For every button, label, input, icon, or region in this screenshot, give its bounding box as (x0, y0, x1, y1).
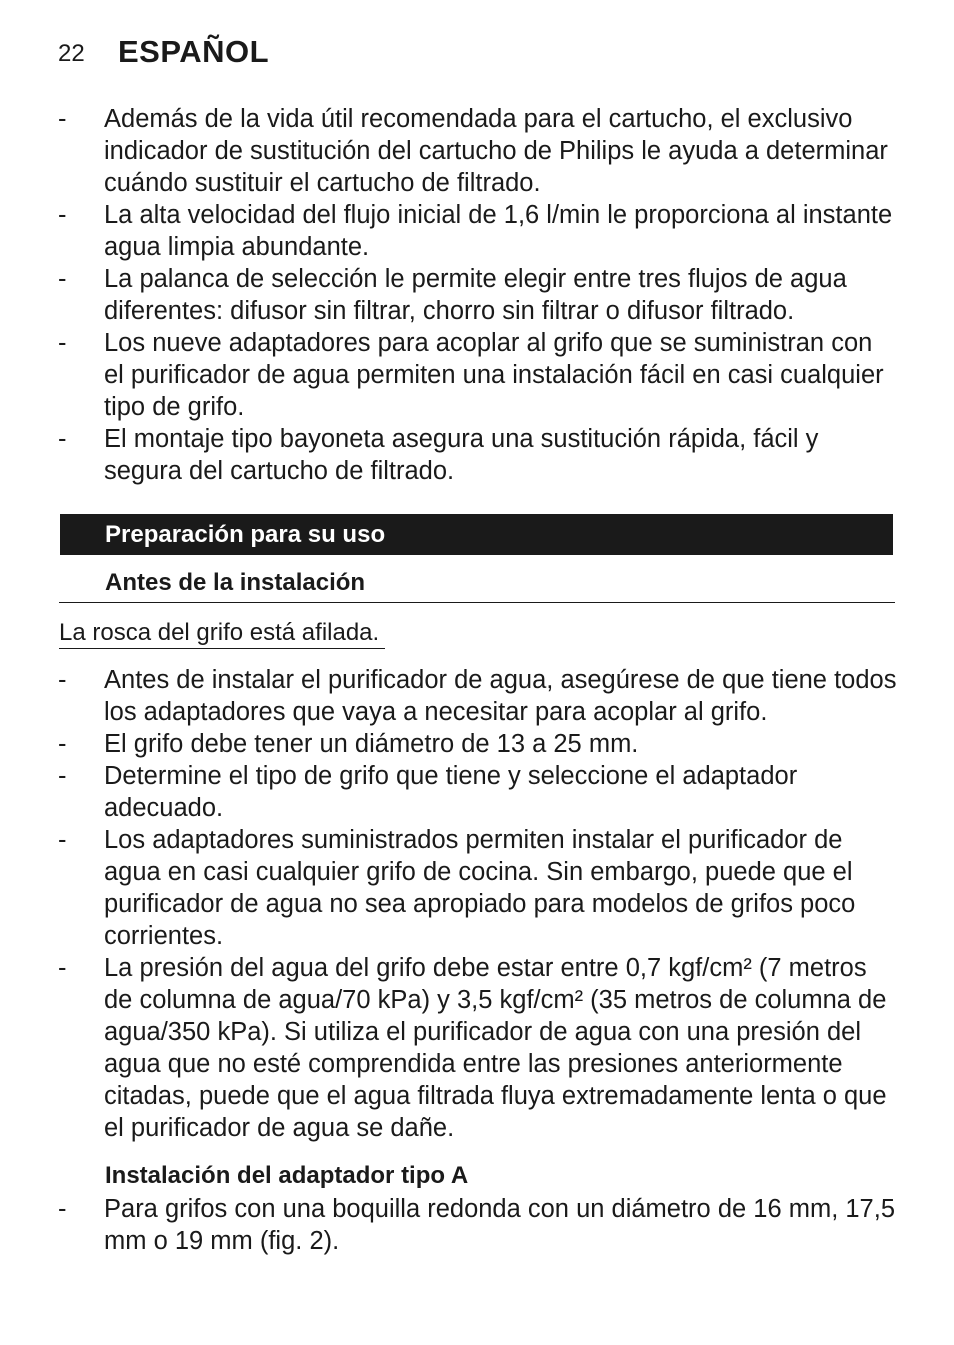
bullet-dash: - (58, 201, 67, 229)
before-installation-heading: Antes de la instalación (59, 567, 895, 603)
list-item: - El grifo debe tener un diámetro de 13 a 25 mm. (58, 730, 639, 758)
bullet-dash: - (58, 826, 67, 854)
warning-text: La rosca del grifo está afilada. (59, 618, 385, 649)
list-item: - El montaje tipo bayoneta asegura una sustitución rápida, fácil y segura del cartucho de filtrado. (58, 425, 819, 485)
section-title: Preparación para su uso (105, 521, 386, 548)
bullet-dash: - (58, 265, 67, 293)
bullet-dash: - (58, 762, 67, 790)
bullet-dash: - (58, 105, 67, 133)
list-item: - La palanca de selección le permite elegir entre tres flujos de agua diferentes: difusor sin filtrar, chorro sin filtrar o difusor filtrado. (58, 265, 847, 325)
adapter-a-list (58, 1193, 898, 1257)
list-item: - La presión del agua del grifo debe estar entre 0,7 kgf/cm² (7 metros de columna de agua/70 kPa) y 3,5 kgf/cm² (35 metros de columna de agua/350 kPa). Si utiliza el purificador de agua con una presión del agua que no esté comprendida entre las presiones anteriormente citadas, puede que el agua filtrada fluya extremadamente lenta o que el purificador de agua se dañe. (58, 954, 887, 1142)
list-item: - Los adaptadores suministrados permiten instalar el purificador de agua en casi cualquier grifo de cocina. Sin embargo, puede que el purificador de agua no sea apropiado para modelos de grifos poco corrientes. (58, 826, 856, 950)
list-item: - Antes de instalar el purificador de agua, asegúrese de que tiene todos los adaptadores que vaya a necesitar para acoplar al grifo. (58, 666, 897, 726)
list-item: - La alta velocidad del flujo inicial de 1,6 l/min le proporciona al instante agua limpia abundante. (58, 201, 893, 261)
list-item: - Los nueve adaptadores para acoplar al grifo que se suministran con el purificador de agua permiten una instalación fácil en casi cualquier tipo de grifo. (58, 329, 884, 421)
page-number: 22 (58, 40, 85, 67)
section-title-bar (60, 514, 893, 555)
before-installation-list (58, 664, 898, 1144)
features-list (58, 103, 898, 487)
list-item: - Para grifos con una boquilla redonda con un diámetro de 16 mm, 17,5 mm o 19 mm (fig. 2). (58, 1195, 895, 1255)
bullet-dash: - (58, 730, 67, 758)
language-heading: ESPAÑOL (118, 34, 270, 69)
bullet-dash: - (58, 329, 67, 357)
list-item: - Determine el tipo de grifo que tiene y seleccione el adaptador adecuado. (58, 762, 798, 822)
bullet-dash: - (58, 954, 67, 982)
bullet-dash: - (58, 1195, 67, 1223)
list-item: - Además de la vida útil recomendada para el cartucho, el exclusivo indicador de sustitución del cartucho de Philips le ayuda a determinar cuándo sustituir el cartucho de filtrado. (58, 105, 888, 197)
bullet-dash: - (58, 425, 67, 453)
adapter-a-heading: Instalación del adaptador tipo A (105, 1162, 469, 1189)
bullet-dash: - (58, 666, 67, 694)
